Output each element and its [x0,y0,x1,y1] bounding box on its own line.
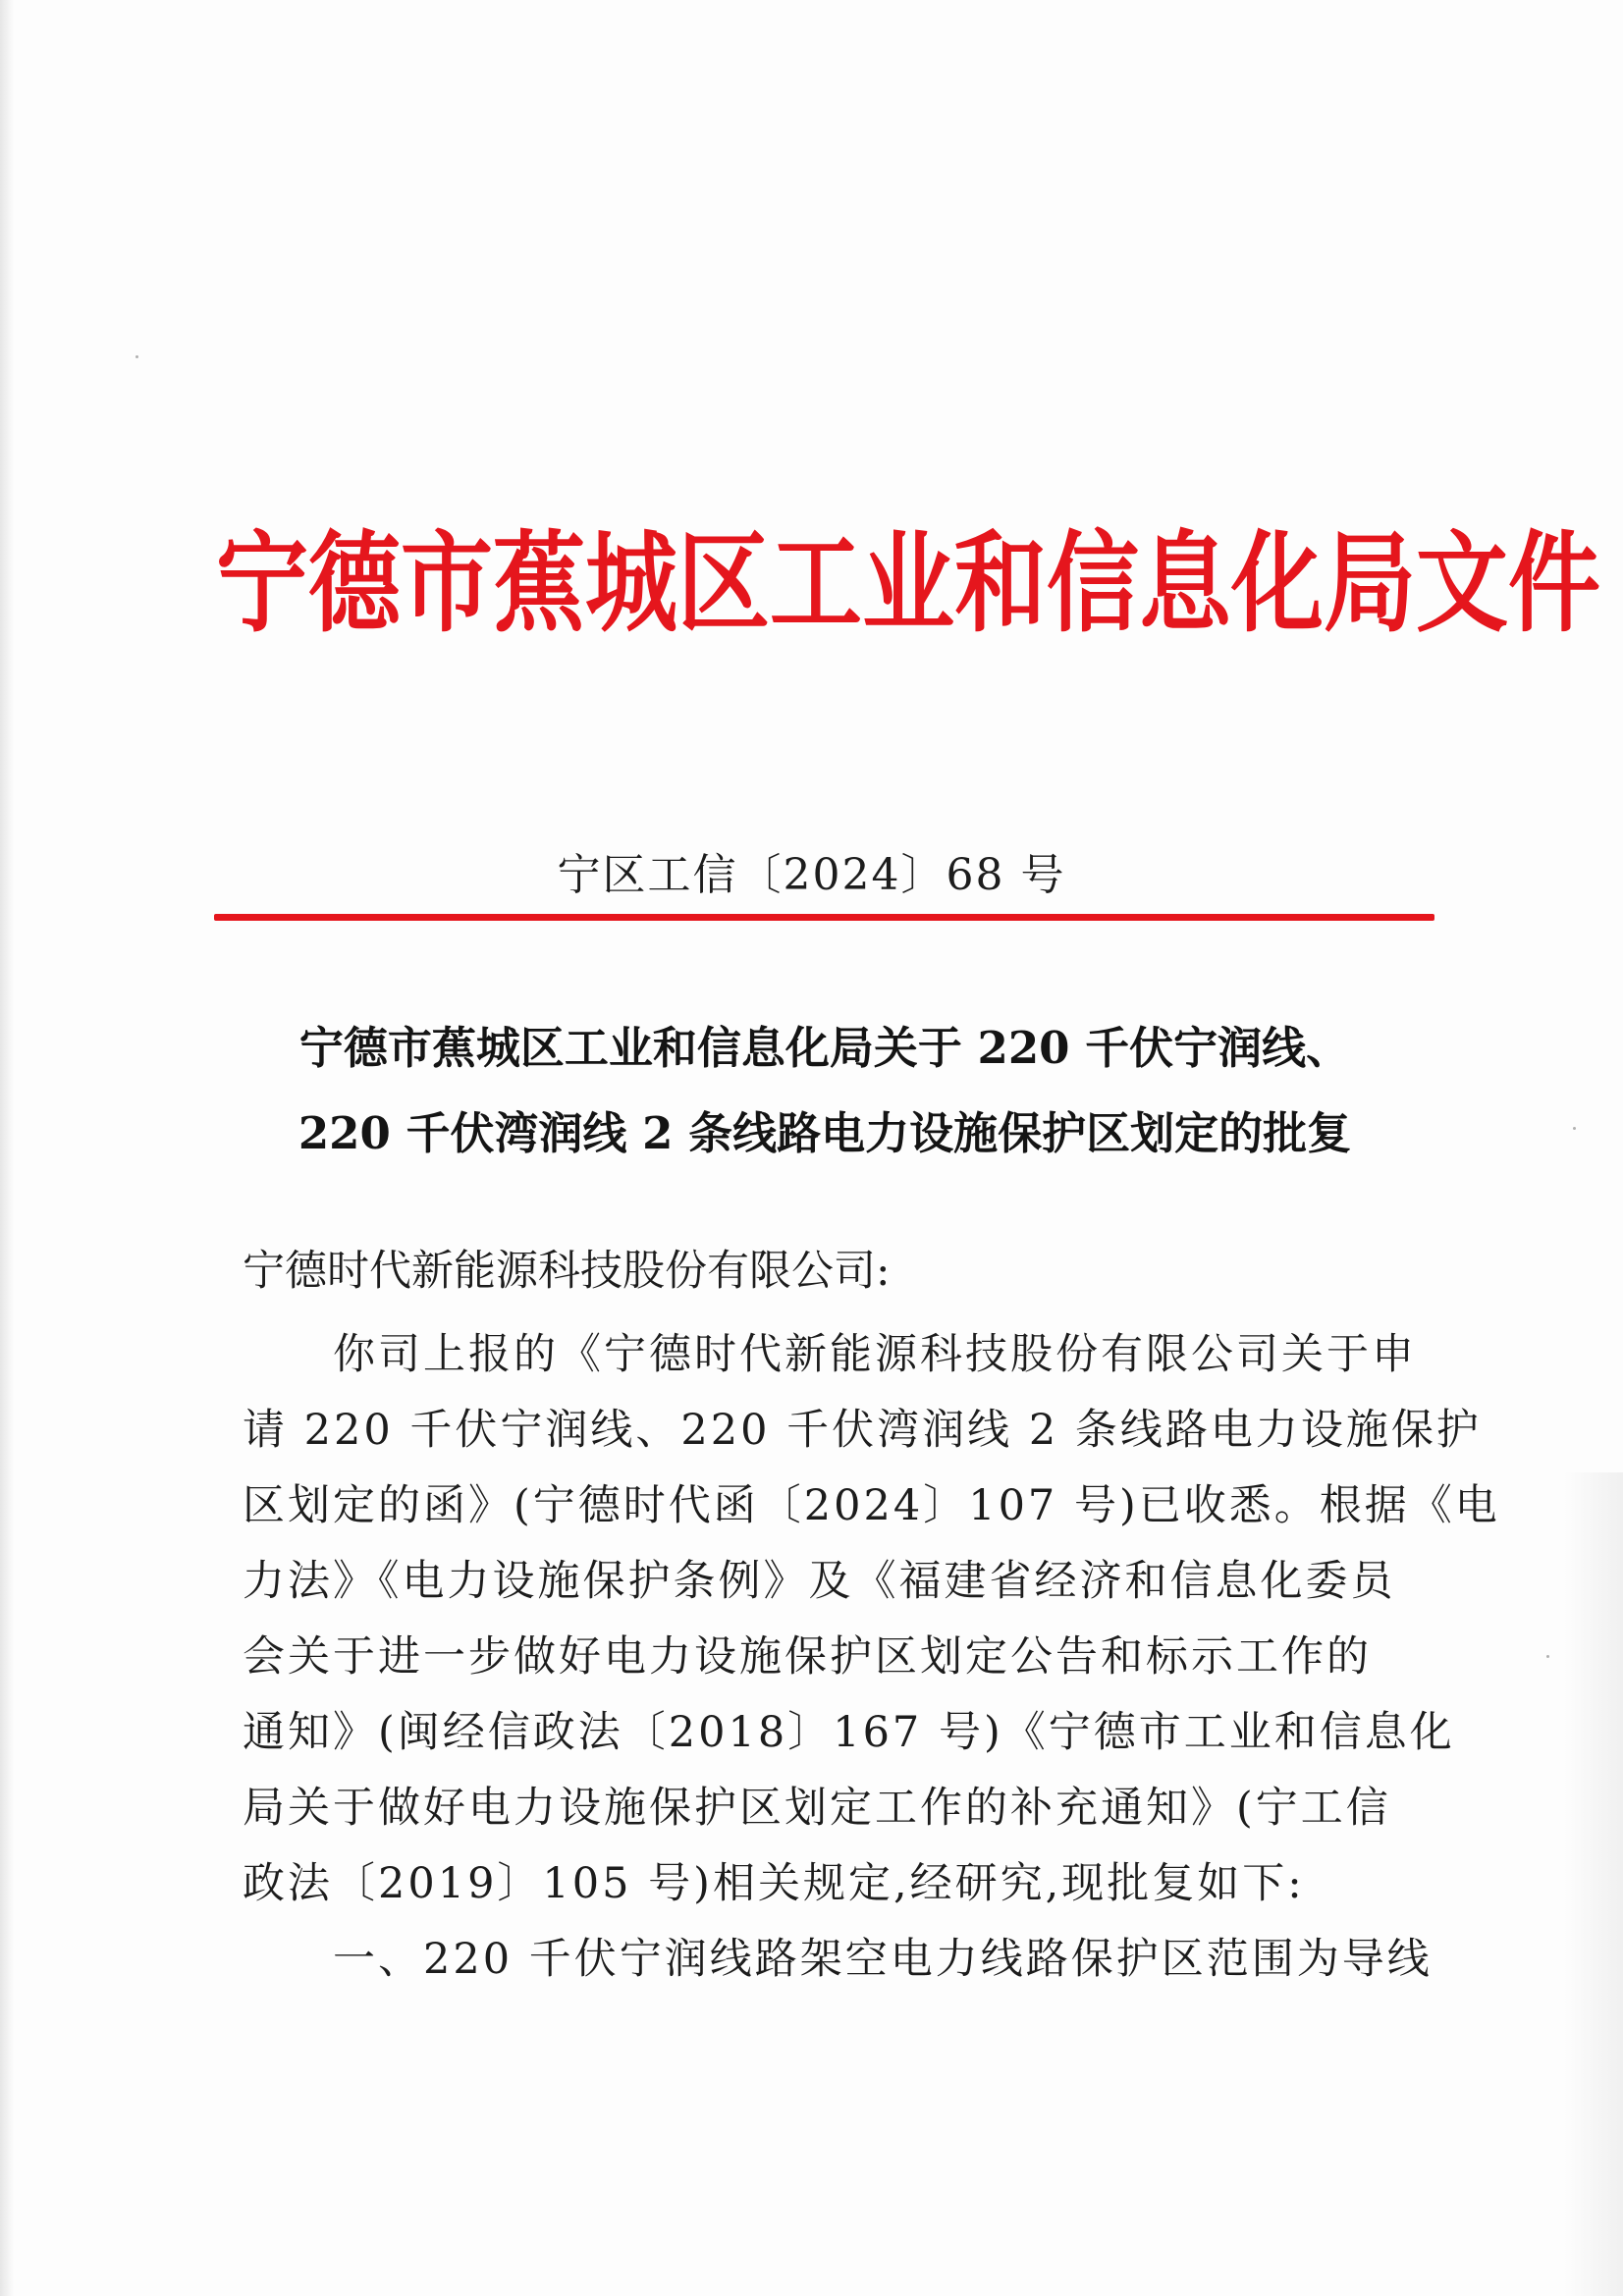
body-line: 会关于进一步做好电力设施保护区划定公告和标示工作的 [243,1632,1372,1682]
scan-edge-shadow-right [1564,1472,1623,2296]
scan-edge-shadow [0,0,14,2296]
scan-speck [1573,1127,1576,1130]
body-line: 政法〔2019〕105 号)相关规定,经研究,现批复如下: [243,1859,1305,1908]
body-line: 局关于做好电力设施保护区划定工作的补充通知》(宁工信 [243,1784,1391,1833]
document-title [236,1005,1414,1176]
red-separator-line [214,914,1434,921]
addressee: 宁德时代新能源科技股份有限公司: [243,1247,891,1296]
scan-speck [1546,1655,1549,1658]
document-number: 宁区工信〔2024〕68 号 [557,850,1066,900]
body-line: 你司上报的《宁德时代新能源科技股份有限公司关于申 [333,1330,1417,1379]
document-title-line-2: 220 千伏湾润线 2 条线路电力设施保护区划定的批复 [298,1107,1352,1159]
body-line: 一、220 千伏宁润线路架空电力线路保护区范围为导线 [333,1935,1433,1984]
body-line: 力法》《电力设施保护条例》及《福建省经济和信息化委员 [243,1557,1396,1606]
body-text [243,1317,1500,1998]
scan-speck [135,355,138,358]
body-line: 通知》(闽经信政法〔2018〕167 号)《宁德市工业和信息化 [243,1708,1455,1757]
body-line: 区划定的函》(宁德时代函〔2024〕107 号)已收悉。根据《电 [243,1481,1500,1530]
body-line: 请 220 千伏宁润线、220 千伏湾润线 2 条线路电力设施保护 [243,1406,1482,1455]
letterhead-title: 宁德市蕉城区工业和信息化局文件 [216,519,1601,648]
document-title-line-1: 宁德市蕉城区工业和信息化局关于 220 千伏宁润线、 [298,1022,1351,1074]
